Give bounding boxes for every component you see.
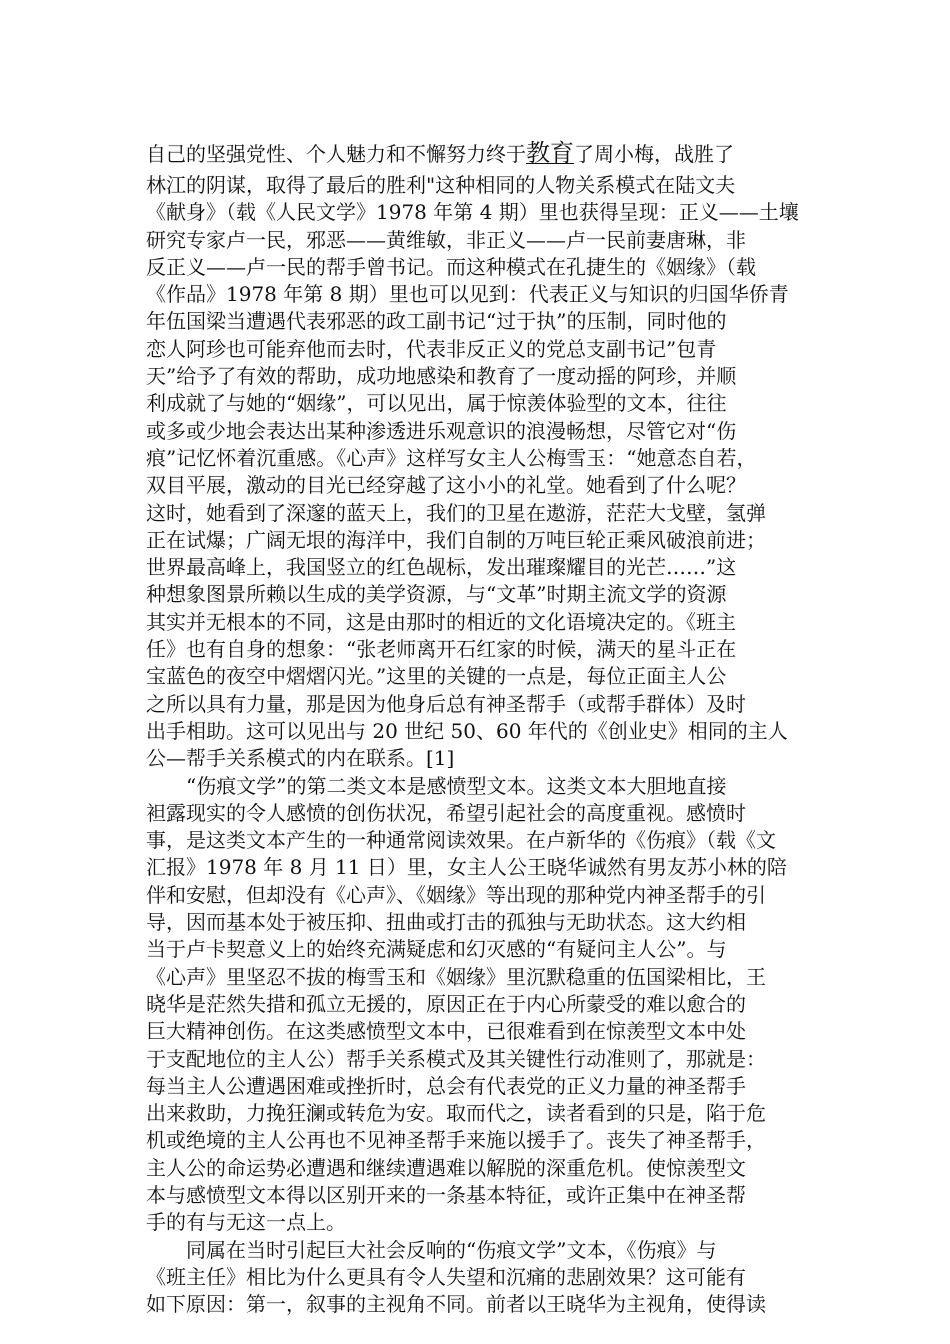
text-line: 痕”记忆怀着沉重感。《心声》这样写女主人公梅雪玉：“她意态自若， [146, 445, 757, 470]
text-line: 天”给予了有效的帮助，成功地感染和教育了一度动摇的阿珍，并顺 [146, 364, 737, 389]
text-line: 机或绝境的主人公再也不见神圣帮手来施以援手了。丧失了神圣帮手， [146, 1128, 766, 1153]
text-line: “伤痕文学”的第二类文本是感愤型文本。这类文本大胆地直接 [186, 773, 727, 798]
text-line: 《献身》（载《人民文学》1978 年第 4 期）里也获得呈现：正义——土壤 [146, 200, 799, 225]
text-line: 事，是这类文本产生的一种通常阅读效果。在卢新华的《伤痕》（载《文 [146, 828, 776, 853]
text-line: 研究专家卢一民，邪恶——黄维敏，非正义——卢一民前妻唐琳，非 [146, 227, 746, 252]
text-line: 恋人阿珍也可能弃他而去时，代表非反正义的党总支副书记”包青 [146, 336, 717, 361]
text-line: 反正义——卢一民的帮手曾书记。而这种模式在孔捷生的《姻缘》（载 [146, 254, 756, 279]
text-line: 导，因而基本处于被压抑、扭曲或打击的孤独与无助状态。这大约相 [146, 910, 746, 935]
text-line: 每当主人公遭遇困难或挫折时，总会有代表党的正义力量的神圣帮手 [146, 1073, 746, 1098]
text-line: 或多或少地会表达出某种渗透进乐观意识的浪漫畅想，尽管它对“伤 [146, 418, 737, 443]
text-line: 种想象图景所赖以生成的美学资源，与“文革”时期主流文学的资源 [146, 582, 727, 607]
text-line: 晓华是茫然失措和孤立无援的，原因正在于内心所蒙受的难以愈合的 [146, 991, 746, 1016]
paragraph-1-line-1 [146, 132, 816, 172]
text-line: 这时，她看到了深邃的蓝天上，我们的卫星在遨游，茫茫大戈壁，氢弹 [146, 500, 766, 525]
text-line: 于支配地位的主人公）帮手关系模式及其关键性行动准则了，那就是： [146, 1046, 766, 1071]
text-line: 出来救助，力挽狂澜或转危为安。取而代之，读者看到的只是，陷于危 [146, 1101, 766, 1126]
paragraph-3 [146, 1237, 816, 1319]
text-line: 其实并无根本的不同，这是由那时的相近的文化语境决定的。《班主 [146, 609, 736, 634]
text-line: 手的有与无这一点上。 [146, 1210, 346, 1235]
text-line: 巨大精神创伤。在这类感愤型文本中，已很难看到在惊羡型文本中处 [146, 1019, 746, 1044]
text-line: 如下原因：第一，叙事的主视角不同。前者以王晓华为主视角，使得读 [146, 1292, 766, 1317]
text-line: 《作品》1978 年第 8 期）里也可以见到：代表正义与知识的归国华侨青 [146, 282, 789, 307]
body-text [146, 132, 816, 1318]
text-line: 同属在当时引起巨大社会反响的“伤痕文学”文本，《伤痕》与 [186, 1237, 717, 1262]
text-line: 当于卢卡契意义上的始终充满疑虑和幻灭感的“有疑问主人公”。与 [146, 937, 727, 962]
text-line: 正在试爆；广阔无垠的海洋中，我们自制的万吨巨轮正乘风破浪前进； [146, 527, 766, 552]
text-line: 公—帮手关系模式的内在联系。[1] [146, 746, 455, 771]
text-line: 汇报》1978 年 8 月 11 日）里，女主人公王晓华诚然有男友苏小林的陪 [146, 855, 787, 880]
text-span: 了周小梅，战胜了 [574, 142, 734, 166]
text-line: 宝蓝色的夜空中熠熠闪光。”这里的关键的一点是，每位正面主人公 [146, 664, 727, 689]
emphasized-word: 教育 [526, 139, 574, 167]
text-span: 自己的坚强党性、个人魅力和不懈努力终于 [146, 142, 526, 166]
text-line: 世界最高峰上，我国竖立的红色觇标，发出璀璨耀目的光芒……”这 [146, 555, 737, 580]
text-line: 本与感愤型文本得以区别开来的一条基本特征，或许正集中在神圣帮 [146, 1182, 746, 1207]
text-line: 主人公的命运势必遭遇和继续遭遇难以解脱的深重危机。使惊羡型文 [146, 1155, 746, 1180]
text-line: 利成就了与她的“姻缘”，可以见出，属于惊羡体验型的文本，往往 [146, 391, 727, 416]
text-line: 《心声》里坚忍不拔的梅雪玉和《姻缘》里沉默稳重的伍国梁相比，王 [146, 964, 766, 989]
paragraph-1 [146, 172, 816, 773]
text-line: 袒露现实的令人感愤的创伤状况，希望引起社会的高度重视。感愤时 [146, 800, 746, 825]
text-line: 伴和安慰，但却没有《心声》、《姻缘》等出现的那种党内神圣帮手的引 [146, 882, 766, 907]
paragraph-2 [146, 773, 816, 1237]
text-line: 任》也有自身的想象：“张老师离开石红家的时候，满天的星斗正在 [146, 637, 737, 662]
text-line: 双目平展，激动的目光已经穿越了这小小的礼堂。她看到了什么呢？ [146, 473, 746, 498]
text-line: 出手相助。这可以见出与 20 世纪 50、60 年代的《创业史》相同的主人 [146, 718, 788, 743]
text-line: 之所以具有力量，那是因为他身后总有神圣帮手（或帮手群体）及时 [146, 691, 746, 716]
text-line: 年伍国梁当遭遇代表邪恶的政工副书记“过于执”的压制，同时他的 [146, 309, 727, 334]
text-line: 《班主任》相比为什么更具有令人失望和沉痛的悲剧效果？这可能有 [146, 1264, 746, 1289]
text-line: 林江的阴谋，取得了最后的胜利"这种相同的人物关系模式在陆文夫 [146, 173, 736, 197]
